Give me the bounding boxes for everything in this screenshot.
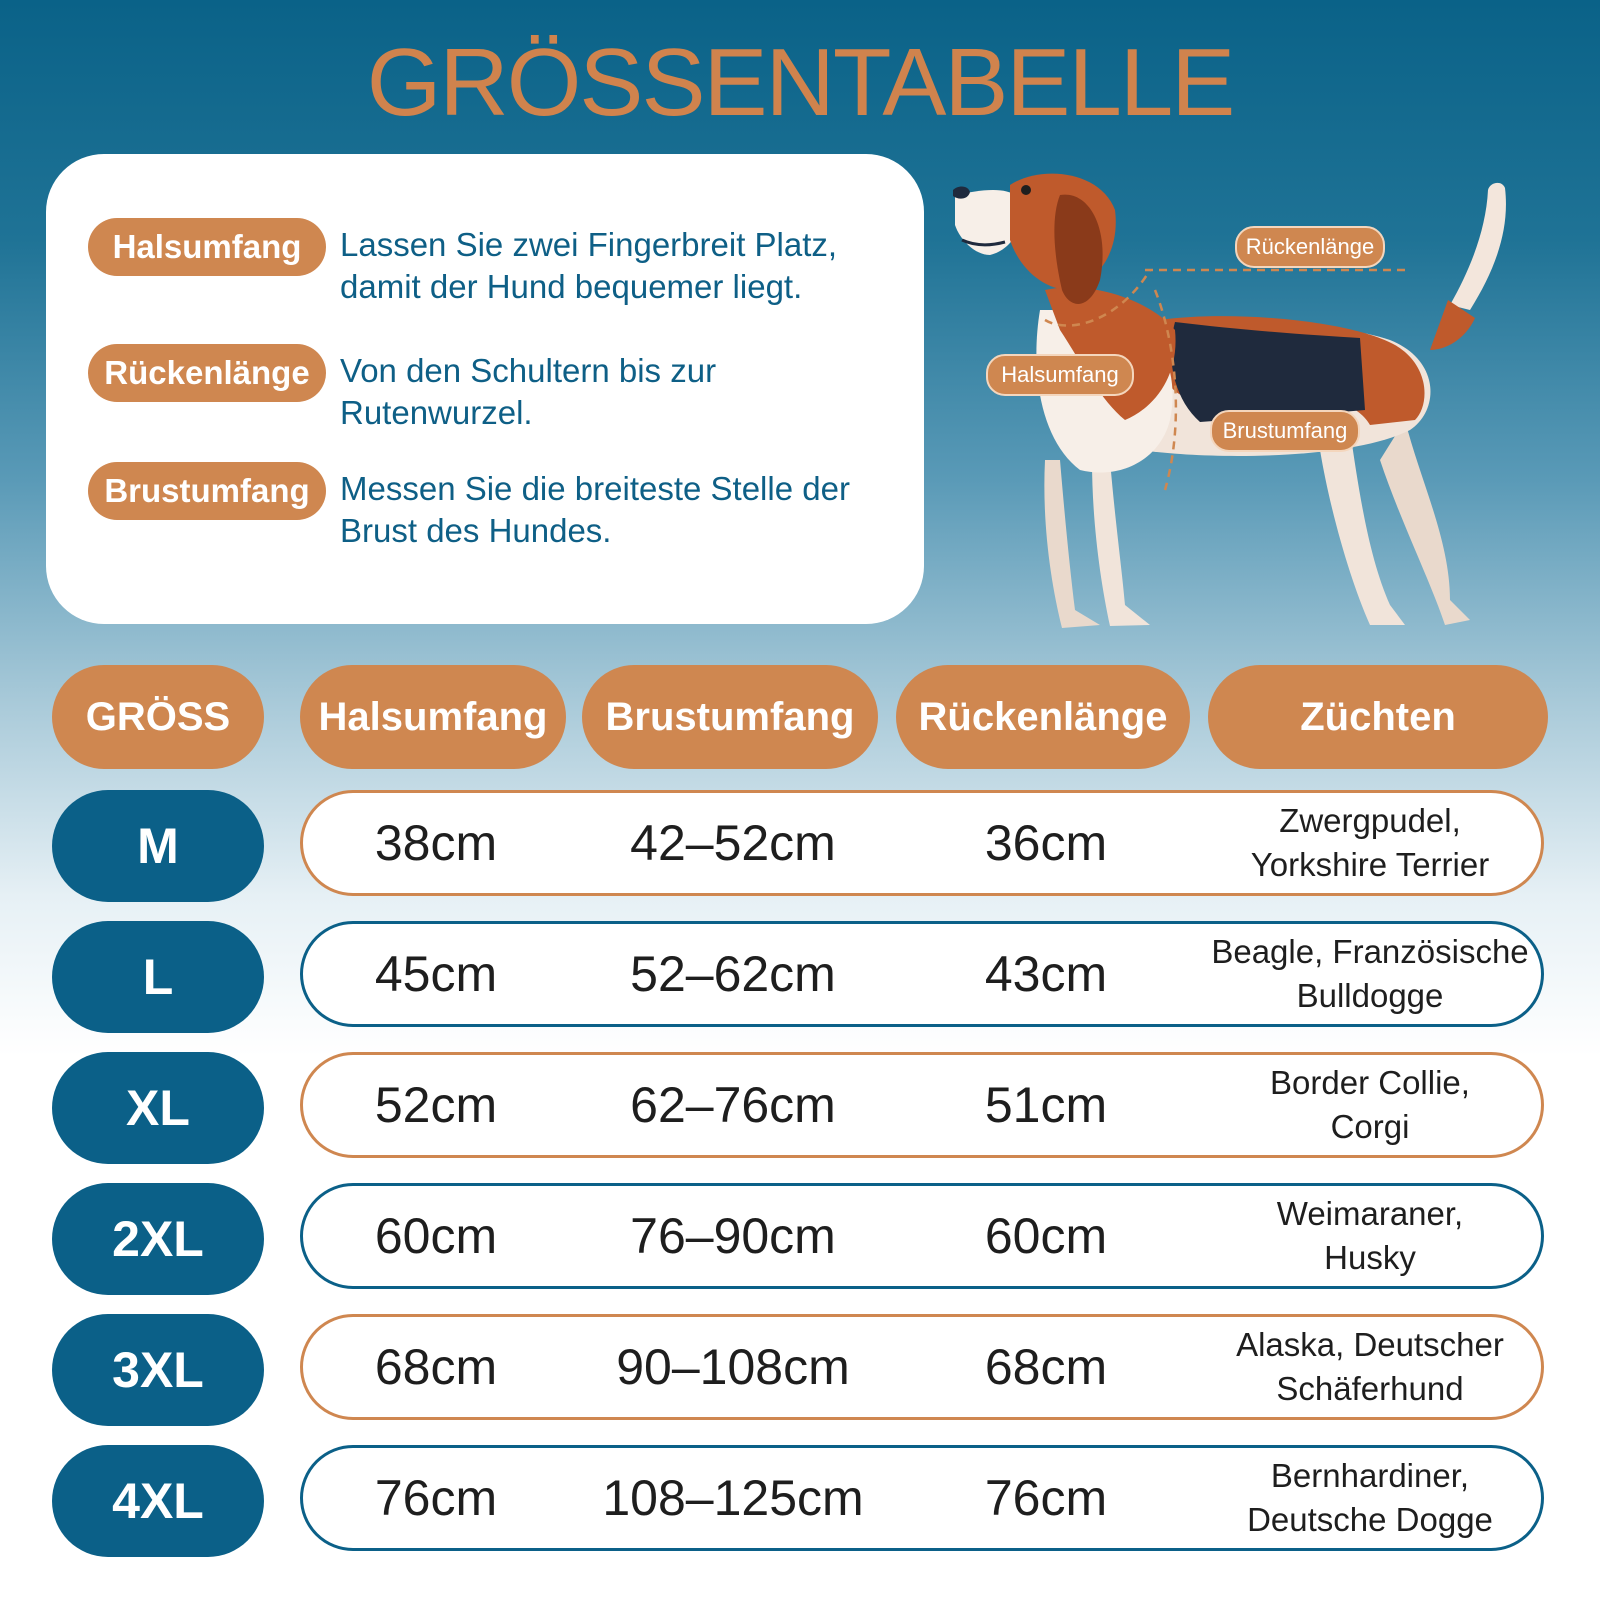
table-row — [300, 1445, 1544, 1551]
cell-chest: 108–125cm — [602, 1470, 864, 1526]
breed-line: Weimaraner, — [1276, 1195, 1464, 1232]
breed-line: Alaska, Deutscher — [1236, 1326, 1504, 1363]
breed-line: Yorkshire Terrier — [1250, 846, 1490, 883]
info-text-line: Lassen Sie zwei Fingerbreit Platz, — [340, 226, 838, 263]
cell-chest: 52–62cm — [630, 946, 836, 1002]
cell-chest: 42–52cm — [630, 815, 836, 871]
cell-breed — [1195, 1317, 1545, 1417]
breed-line: Zwergpudel, — [1279, 802, 1461, 839]
cell-breed — [1195, 1055, 1545, 1155]
cell-chest: 90–108cm — [616, 1339, 850, 1395]
breed-line: Husky — [1324, 1239, 1416, 1276]
breed-line: Schäferhund — [1276, 1370, 1464, 1407]
size-label: XL — [52, 1052, 264, 1164]
info-text-neck — [340, 224, 930, 308]
cell-back: 51cm — [984, 1077, 1108, 1133]
info-label-back: Rückenlänge — [88, 344, 326, 402]
info-label-neck: Halsumfang — [88, 218, 326, 276]
header-size: GRÖSS — [52, 665, 264, 769]
dog-label-back: Rückenlänge — [1235, 226, 1385, 268]
cell-back: 43cm — [984, 946, 1108, 1002]
header-breed: Züchten — [1208, 665, 1548, 769]
cell-back: 60cm — [984, 1208, 1108, 1264]
breed-line: Deutsche Dogge — [1247, 1501, 1493, 1538]
table-row — [300, 1183, 1544, 1289]
info-text-line: Von den Schultern bis zur — [340, 352, 717, 389]
cell-chest: 62–76cm — [630, 1077, 836, 1133]
table-row — [300, 1052, 1544, 1158]
cell-neck: 45cm — [374, 946, 498, 1002]
measurement-info-card — [46, 154, 924, 624]
info-text-line: Messen Sie die breiteste Stelle der — [340, 470, 850, 507]
cell-back: 36cm — [984, 815, 1108, 871]
breed-line: Beagle, Französische — [1211, 933, 1529, 970]
cell-neck: 60cm — [374, 1208, 498, 1264]
dog-label-neck: Halsumfang — [986, 354, 1134, 396]
size-label: 3XL — [52, 1314, 264, 1426]
cell-back: 68cm — [984, 1339, 1108, 1395]
info-label-chest: Brustumfang — [88, 462, 326, 520]
breed-line: Corgi — [1330, 1108, 1410, 1145]
cell-neck: 38cm — [374, 815, 498, 871]
table-row — [300, 921, 1544, 1027]
cell-neck: 76cm — [374, 1470, 498, 1526]
info-text-chest — [340, 468, 930, 552]
size-label: M — [52, 790, 264, 902]
info-text-line: damit der Hund bequemer liegt. — [340, 268, 803, 305]
header-back: Rückenlänge — [896, 665, 1190, 769]
table-row — [300, 1314, 1544, 1420]
size-label: 2XL — [52, 1183, 264, 1295]
cell-breed — [1195, 1448, 1545, 1548]
breed-line: Bulldogge — [1296, 977, 1444, 1014]
info-text-line: Brust des Hundes. — [340, 512, 612, 549]
cell-chest: 76–90cm — [630, 1208, 836, 1264]
cell-neck: 68cm — [374, 1339, 498, 1395]
cell-back: 76cm — [984, 1470, 1108, 1526]
cell-breed — [1195, 1186, 1545, 1286]
cell-breed — [1195, 924, 1545, 1024]
size-label: L — [52, 921, 264, 1033]
cell-neck: 52cm — [374, 1077, 498, 1133]
header-chest: Brustumfang — [582, 665, 878, 769]
table-row — [300, 790, 1544, 896]
dog-illustration — [950, 160, 1570, 660]
breed-line: Border Collie, — [1270, 1064, 1470, 1101]
page-title: GRÖSSENTABELLE — [366, 29, 1234, 136]
info-text-back — [340, 350, 930, 434]
breed-line: Bernhardiner, — [1270, 1457, 1470, 1494]
header-neck: Halsumfang — [300, 665, 566, 769]
info-text-line: Rutenwurzel. — [340, 394, 533, 431]
size-label: 4XL — [52, 1445, 264, 1557]
dog-label-chest: Brustumfang — [1210, 410, 1360, 452]
cell-breed — [1195, 793, 1545, 893]
